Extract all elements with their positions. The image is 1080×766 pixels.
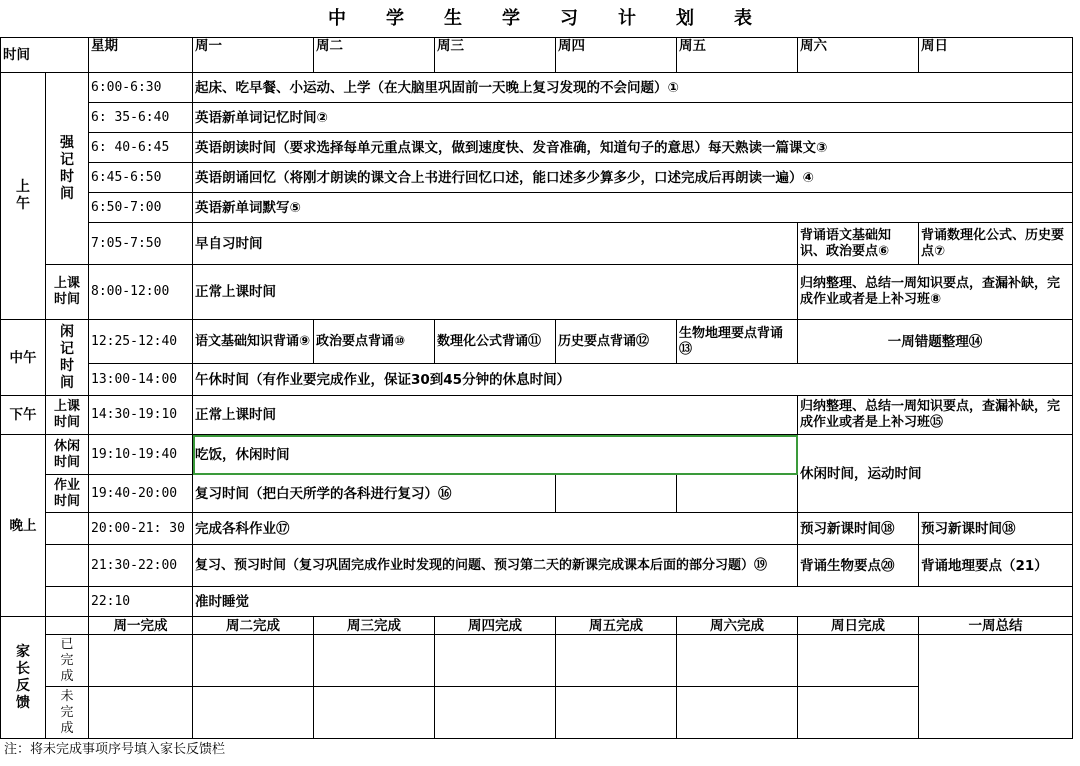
activity-cell: 复习、预习时间（复习巩固完成作业时发现的问题、预习第二天的新课完成课本后面的部分习题）⑲	[193, 545, 798, 587]
header-day-mon: 周一	[193, 38, 314, 73]
feedback-input-cell[interactable]	[556, 687, 677, 739]
feedback-input-cell[interactable]	[677, 635, 798, 687]
header-day-fri: 周五	[677, 38, 798, 73]
subperiod-rest: 休闲时间	[46, 435, 89, 475]
time-cell: 21:30-22:00	[89, 545, 193, 587]
feedback-header: 周六完成	[677, 617, 798, 635]
sat-cell: 背诵语文基础知识、政治要点⑥	[798, 223, 919, 265]
subperiod-class-pm: 上课时间	[46, 396, 89, 435]
header-day-thu: 周四	[556, 38, 677, 73]
header-day-sat: 周六	[798, 38, 919, 73]
feedback-input-cell[interactable]	[314, 687, 435, 739]
time-cell: 6: 40-6:45	[89, 133, 193, 163]
footnote: 注：将未完成事项序号填入家长反馈栏	[4, 742, 226, 757]
feedback-input-cell[interactable]	[89, 687, 193, 739]
weekend-cell: 归纳整理、总结一周知识要点，查漏补缺，完成作业或者是上补习班⑧	[798, 265, 1073, 320]
tue-cell: 政治要点背诵⑩	[314, 320, 435, 364]
activity-cell: 早自习时间	[193, 223, 798, 265]
activity-cell: 正常上课时间	[193, 265, 798, 320]
page-title: 中学生学习计划表	[328, 8, 792, 29]
feedback-input-cell[interactable]	[798, 635, 919, 687]
activity-cell: 英语朗诵回忆（将刚才朗读的课文合上书进行回忆口述，能口述多少算多少，口述完成后再朗读一遍）④	[193, 163, 1073, 193]
weekend-cell: 归纳整理、总结一周知识要点，查漏补缺，完成作业或者是上补习班⑮	[798, 396, 1073, 435]
feedback-input-cell[interactable]	[677, 687, 798, 739]
feedback-input-cell[interactable]	[89, 635, 193, 687]
activity-cell: 复习时间（把白天所学的各科进行复习）⑯	[193, 475, 556, 513]
thu-cell: 历史要点背诵⑫	[556, 320, 677, 364]
sun-cell: 背诵地理要点（21）	[919, 545, 1073, 587]
subperiod-leisure-memory: 闲记时间	[46, 320, 89, 396]
header-weekday: 星期	[89, 38, 193, 73]
mon-cell: 语文基础知识背诵⑨	[193, 320, 314, 364]
feedback-header: 一周总结	[919, 617, 1073, 635]
feedback-header: 周一完成	[89, 617, 193, 635]
weekend-cell: 休闲时间，运动时间	[798, 435, 1073, 513]
subperiod-homework: 作业时间	[46, 475, 89, 513]
time-cell: 19:10-19:40	[89, 435, 193, 475]
feedback-header: 周五完成	[556, 617, 677, 635]
header-day-sun: 周日	[919, 38, 1073, 73]
header-day-wed: 周三	[435, 38, 556, 73]
time-cell: 6: 35-6:40	[89, 103, 193, 133]
period-afternoon: 下午	[1, 396, 46, 435]
time-cell: 8:00-12:00	[89, 265, 193, 320]
period-morning: 上午	[1, 73, 46, 320]
feedback-input-cell[interactable]	[435, 635, 556, 687]
feedback-input-cell[interactable]	[435, 687, 556, 739]
feedback-header: 周四完成	[435, 617, 556, 635]
feedback-input-cell[interactable]	[314, 635, 435, 687]
subperiod-undone: 未完成	[46, 687, 89, 739]
activity-cell-selected[interactable]: 吃饭，休闲时间	[193, 435, 798, 475]
period-evening: 晚上	[1, 435, 46, 617]
fri-cell: 生物地理要点背诵⑬	[677, 320, 798, 364]
subperiod-strong-memory: 强记时间	[46, 73, 89, 265]
activity-cell: 英语朗读时间（要求选择每单元重点课文，做到速度快、发音准确，知道句子的意思）每天熟读一篇课文③	[193, 133, 1073, 163]
activity-cell: 准时睡觉	[193, 587, 1073, 617]
weekly-summary-cell[interactable]	[919, 635, 1073, 739]
header-day-tue: 周二	[314, 38, 435, 73]
feedback-input-cell[interactable]	[193, 635, 314, 687]
feedback-header: 周二完成	[193, 617, 314, 635]
activity-cell: 正常上课时间	[193, 396, 798, 435]
empty-cell	[677, 475, 798, 513]
empty-cell	[46, 587, 89, 617]
sun-cell: 背诵数理化公式、历史要点⑦	[919, 223, 1073, 265]
feedback-input-cell[interactable]	[798, 687, 919, 739]
time-cell: 12:25-12:40	[89, 320, 193, 364]
time-cell: 6:50-7:00	[89, 193, 193, 223]
activity-cell: 英语新单词记忆时间②	[193, 103, 1073, 133]
activity-cell: 完成各科作业⑰	[193, 513, 798, 545]
time-cell: 6:45-6:50	[89, 163, 193, 193]
time-cell: 6:00-6:30	[89, 73, 193, 103]
activity-cell: 起床、吃早餐、小运动、上学（在大脑里巩固前一天晚上复习发现的不会问题）①	[193, 73, 1073, 103]
empty-cell	[46, 513, 89, 545]
empty-cell	[556, 475, 677, 513]
time-cell: 13:00-14:00	[89, 364, 193, 396]
empty-cell	[46, 617, 89, 635]
period-feedback: 家长反馈	[1, 617, 46, 739]
schedule-table	[0, 37, 1073, 739]
feedback-input-cell[interactable]	[193, 687, 314, 739]
time-cell: 7:05-7:50	[89, 223, 193, 265]
sun-cell: 预习新课时间⑱	[919, 513, 1073, 545]
wed-cell: 数理化公式背诵⑪	[435, 320, 556, 364]
empty-cell	[46, 545, 89, 587]
feedback-header: 周三完成	[314, 617, 435, 635]
period-noon: 中午	[1, 320, 46, 396]
sat-cell: 背诵生物要点⑳	[798, 545, 919, 587]
sat-cell: 预习新课时间⑱	[798, 513, 919, 545]
time-cell: 22:10	[89, 587, 193, 617]
feedback-input-cell[interactable]	[556, 635, 677, 687]
time-cell: 20:00-21: 30	[89, 513, 193, 545]
weekend-cell: 一周错题整理⑭	[798, 320, 1073, 364]
feedback-header: 周日完成	[798, 617, 919, 635]
activity-cell: 午休时间（有作业要完成作业，保证30到45分钟的休息时间）	[193, 364, 1073, 396]
subperiod-done: 已完成	[46, 635, 89, 687]
activity-cell: 英语新单词默写⑤	[193, 193, 1073, 223]
time-cell: 19:40-20:00	[89, 475, 193, 513]
time-cell: 14:30-19:10	[89, 396, 193, 435]
header-time: 时间	[1, 38, 89, 73]
subperiod-class: 上课时间	[46, 265, 89, 320]
